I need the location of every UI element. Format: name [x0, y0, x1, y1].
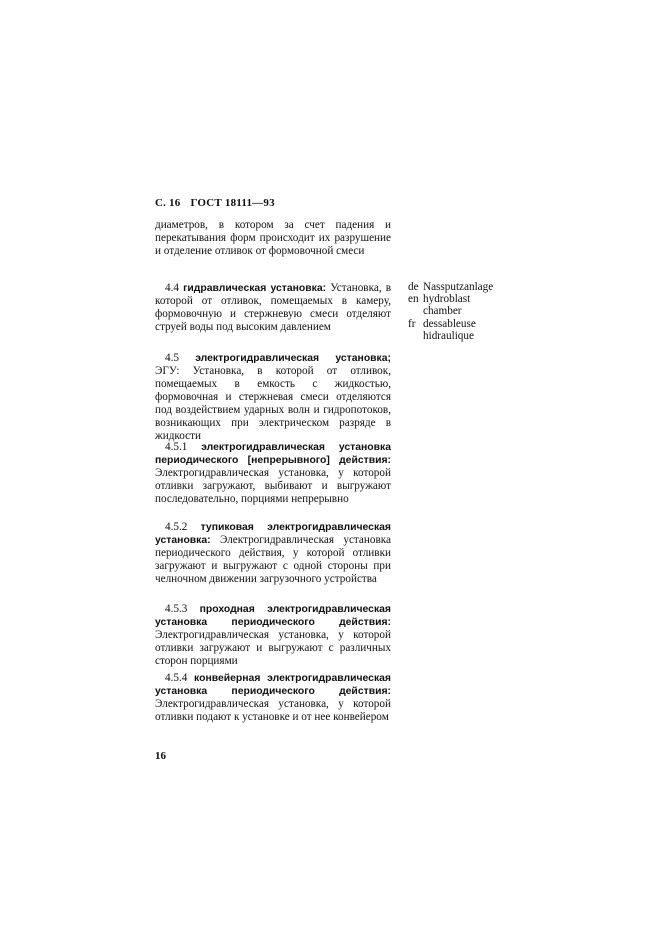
foreign-equivalents: [408, 281, 533, 342]
page-header: [155, 197, 275, 209]
intro-fragment: [155, 219, 391, 258]
entry-number: 4.5.4: [165, 672, 188, 684]
entry-term: тупиковая электрогидравлическая установка:: [155, 522, 392, 546]
entry-definition: Электрогидравлическая установка, у которой отливки загружают и выгружают с различных сторон порциями: [155, 629, 391, 667]
page-label: С. 16: [155, 197, 181, 209]
entry-number: 4.5.2: [165, 521, 188, 533]
entry-4-5-2: [155, 521, 391, 586]
entry-4-5: [155, 352, 391, 443]
entry-definition: Электрогидравлическая установка, у которой отливки подают к установке и от нее конвейером: [155, 698, 391, 723]
entry-definition: Электрогидравлическая установка периодического действия, у которой отливки загружают и выгружают с одной стороны при челночном движении загрузочного устройства: [155, 534, 391, 585]
entry-definition: Установка, в которой от отливок, помещаемых в камеру, формовочную и стержневую смеси отделяют струей воды под высоким давлением: [155, 282, 391, 333]
entry-term: электрогидравлическая установка;: [195, 353, 391, 364]
entry-number: 4.5: [165, 352, 179, 364]
equivalent-de: de Nassputzanlage: [408, 281, 494, 293]
entry-4-5-1: [155, 441, 391, 506]
entry-number: 4.5.3: [165, 603, 188, 615]
equivalent-en: en hydroblast chamber: [408, 293, 471, 318]
entry-term: гидравлическая установка:: [183, 283, 327, 294]
entry-4-5-3: [155, 603, 391, 668]
entry-4-4: [155, 282, 391, 334]
page-number: 16: [155, 750, 166, 762]
standard-code: ГОСТ 18111—93: [190, 197, 275, 209]
entry-definition: Электрогидравлическая установка, у которой отливки загружают, выбивают и выгружают последовательно, порциями непрерывно: [155, 467, 391, 505]
entry-number: 4.4: [165, 282, 179, 294]
entry-term: проходная электрогидравлическая установка периодического действия:: [155, 604, 391, 628]
entry-4-5-4: [155, 672, 391, 724]
entry-term: конвейерная электрогидравлическая установка периодического действия:: [155, 673, 391, 697]
entry-term: электрогидравлическая установка периодического [непрерывного] действия:: [155, 442, 391, 466]
equivalent-fr: fr dessableuse hidraulique: [408, 317, 476, 342]
intro-text: диаметров, в котором за счет падения и перекатывания форм происходит их разрушение и отделение отливок от формовочной смеси: [155, 219, 391, 257]
entry-number: 4.5.1: [165, 441, 188, 453]
entry-definition: ЭГУ: Установка, в которой от отливок, помещаемых в емкость с жидкостью, формовочная и стержневая смеси отделяются под воздействием ударных волн и гидропотоков, возникающих при электрическом разряде в жидкости: [155, 365, 391, 442]
